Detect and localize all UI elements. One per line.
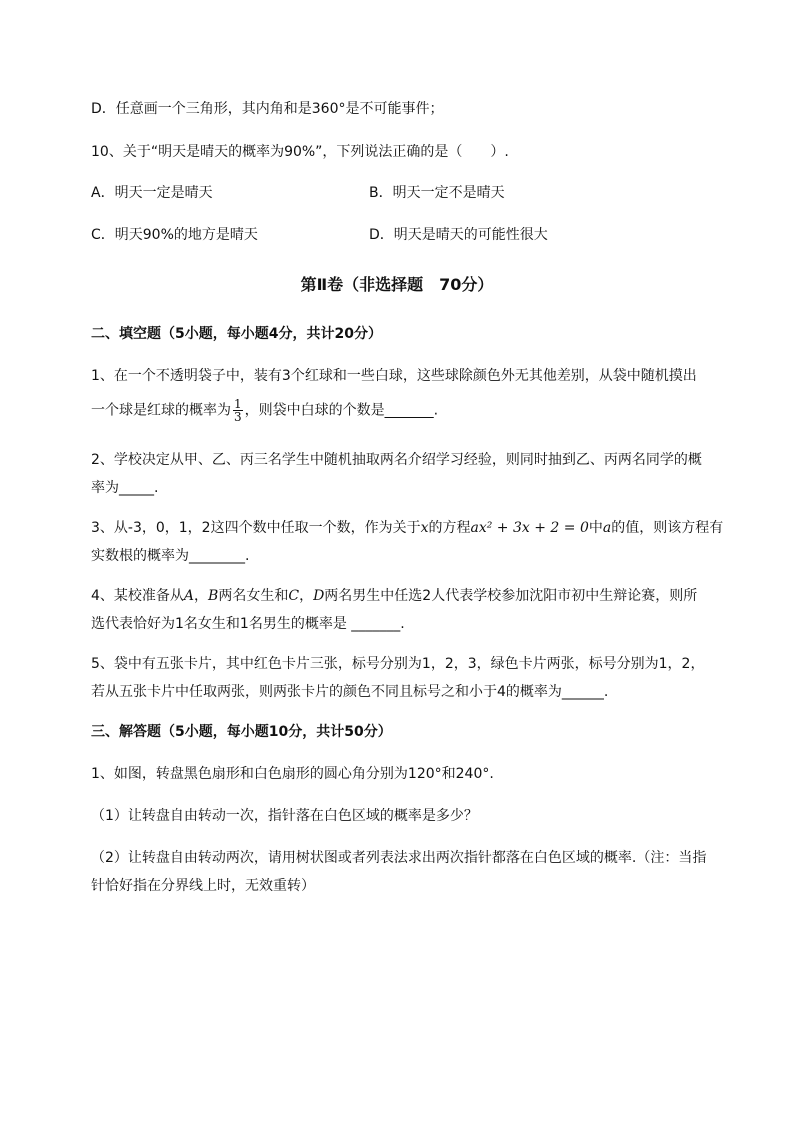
fill-q3-text-pre: 3、从-3，0，1，2这四个数中任取一个数，作为关于	[91, 520, 421, 536]
q9-option-d: D．任意画一个三角形，其内角和是360°是不可能事件；	[91, 101, 444, 117]
fill-q1-line2-post: ，则袋中白球的个数是_______.	[244, 402, 439, 419]
q10-option-d: D．明天是晴天的可能性很大	[369, 227, 548, 243]
fill-q4-text-post: 两名男生中任选2人代表学校参加沈阳市初中生辩论赛，则所	[324, 588, 698, 604]
q10-option-a: A．明天一定是晴天	[91, 185, 213, 201]
q10-stem: 10、关于“明天是晴天的概率为90%”，下列说法正确的是（ ）.	[91, 144, 509, 160]
q10-option-b: B．明天一定不是晴天	[369, 185, 505, 201]
fill-q3-text-mid: 的方程	[428, 520, 471, 536]
fill-q3-text-mid2: 中	[588, 520, 603, 536]
fill-q4-sep2: ，	[299, 588, 314, 604]
fill-q2-line1: 2、学校决定从甲、乙、丙三名学生中随机抽取两名介绍学习经验，则同时抽到乙、丙两名同学的概	[91, 452, 702, 468]
fill-q4-text-pre: 4、某校准备从	[91, 588, 184, 604]
answer-section-heading: 三、解答题（5小题，每小题10分，共计50分）	[91, 724, 392, 740]
fill-q1-line2-pre: 一个球是红球的概率为	[91, 402, 231, 419]
answer-q1-part2-line2: 针恰好指在分界线上时，无效重转）	[91, 878, 315, 894]
fill-q2-line2: 率为_____.	[91, 480, 159, 496]
volume2-title: 第Ⅱ卷（非选择题 70分）	[300, 275, 494, 294]
fill-q4-line1	[91, 586, 697, 606]
variable-x: x	[420, 520, 429, 536]
fill-q1-line1: 1、在一个不透明袋子中，装有3个红球和一些白球，这些球除颜色外无其他差别，从袋中随机摸出	[91, 368, 697, 384]
fill-q4-text-mid: 两名女生和	[218, 588, 289, 604]
fill-q4-sep1: ，	[194, 588, 209, 604]
fraction-one-third	[233, 398, 243, 423]
fraction-denominator: 3	[234, 410, 242, 424]
variable-C: C	[288, 588, 300, 604]
fill-q3-text-post: 的值，则该方程有	[611, 520, 724, 536]
fill-q4-line2: 选代表恰好为1名女生和1名男生的概率是 _______.	[91, 616, 405, 632]
fill-q3-line2: 实数根的概率为________.	[91, 548, 250, 564]
variable-a: a	[602, 520, 612, 536]
answer-q1-part2-line1: （2）让转盘自由转动两次，请用树状图或者列表法求出两次指针都落在白色区域的概率.（注：当指	[91, 850, 707, 866]
fill-q1-line2	[91, 398, 438, 423]
fill-q3-line1	[91, 518, 723, 538]
answer-q1-part1: （1）让转盘自由转动一次，指针落在白色区域的概率是多少？	[91, 808, 478, 824]
fill-section-heading: 二、填空题（5小题，每小题4分，共计20分）	[91, 326, 382, 342]
variable-B: B	[208, 588, 219, 604]
fill-q5-line2: 若从五张卡片中任取两张，则两张卡片的颜色不同且标号之和小于4的概率为______.	[91, 684, 609, 700]
quadratic-equation: ax² + 3x + 2 = 0	[470, 520, 589, 536]
variable-D: D	[313, 588, 325, 604]
variable-A: A	[183, 588, 195, 604]
fraction-numerator: 1	[234, 397, 242, 411]
answer-q1-stem: 1、如图，转盘黑色扇形和白色扇形的圆心角分别为120°和240°.	[91, 766, 494, 782]
q10-option-c: C．明天90%的地方是晴天	[91, 227, 258, 243]
fill-q5-line1: 5、袋中有五张卡片，其中红色卡片三张，标号分别为1，2，3，绿色卡片两张，标号分别为1，2，	[91, 656, 705, 672]
